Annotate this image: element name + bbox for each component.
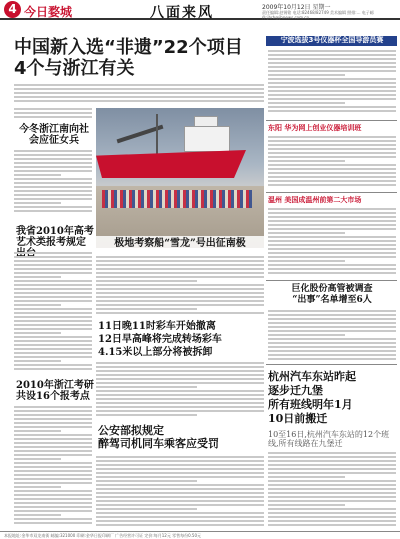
public-security-line2: 醉驾司机同车乘客应受罚 [98,437,219,450]
article-body-float-removal [96,362,264,418]
crowd-shape [102,190,252,208]
sidebar-box2-body [268,136,396,190]
page-number-badge: 4 [4,1,21,18]
article-title-public-security [98,424,264,450]
article-body-art-exam [14,252,92,372]
article-body-postgrad [14,406,92,528]
hangzhou-line2: 逐步迁九堡 [268,384,323,397]
article-body-zhejiang-society [14,150,92,212]
paper-name: 今日婺城 [24,5,73,19]
main-headline-line1: 中国新入选“非遗”22个项目 [14,37,243,58]
article-body-public-security [96,456,264,528]
sidebar-box4-body [268,310,396,364]
sidebar-hangzhou-teaser: 10至16日,杭州汽车东站的12个班线,所有线路在九堡迁 [268,430,390,448]
hangzhou-line4: 10日前搬迁 [268,412,328,425]
sidebar-divider-2 [266,192,397,193]
sidebar-box2-title: 东阳 华为网上创业仪器培训班 [268,124,362,132]
sidebar-box3-title: 温州 美国成温州前第二大市场 [268,196,362,204]
left-column-text [14,108,92,120]
mast-shape [156,114,158,154]
photo-caption: 极地考察船“雪龙”号出征南极 [96,236,264,252]
sidebar-hangzhou-headline [268,370,396,426]
ship-hull-shape [96,150,246,178]
page-footer: 本报地址:金华市双龙南街 邮编:321000 印刷:金华日报印刷厂 广告经营许可证 定价:每月12元 零售每份0.50元 [0,531,400,539]
sidebar-box4-heading [268,284,396,306]
sidebar-box4-subtitle: “出事”名单增至6人 [292,295,372,305]
sidebar-divider-4 [266,364,397,365]
float-removal-line3: 4.15米以上部分将被拆卸 [98,347,213,358]
float-removal-line2: 12日早高峰将完成转场彩车 [98,334,222,345]
news-photo-icebreaker [96,108,264,248]
article-title-zhejiang-society: 今冬浙江南向社会应征女兵 [19,124,89,146]
masthead [0,0,400,20]
ship-superstructure-shape [184,126,230,152]
article-title-float-removal [98,320,264,359]
hangzhou-line1: 杭州汽车东站昨起 [268,370,356,383]
main-headline [14,37,264,79]
sidebar-hangzhou-body [268,452,396,528]
main-headline-line2: 4个与浙江有关 [14,58,135,79]
section-title: 八面来风 [150,5,214,21]
center-body-text [96,256,264,316]
date-line: 2009年10月12日 星期一 [262,4,331,11]
contact-line: 责任编辑:赵锡铭 电话:82468/82749 美术编辑 照排:... 电子邮件:jhrb@jhnews.com.cn [262,10,374,20]
article-title-art-exam: 我省2010年高考艺术类报考规定 [16,226,94,248]
float-removal-line1: 11日晚11时彩车开始撤离 [98,321,216,332]
sidebar-divider-3 [266,280,397,281]
sidebar-box4-title: 巨化股份高管被调查 [291,284,373,294]
sidebar-box1-body [268,50,396,116]
public-security-line1: 公安部拟规定 [98,424,164,437]
sidebar-box1-title: 宁波选拔3号仪器杯全国导游员赛 [280,36,384,44]
sidebar-divider-1 [266,120,397,121]
article-title-postgrad: 2010年浙江考研共设16个报考点 [16,380,94,402]
sidebar-box3-body [268,208,396,278]
headline-body-text [14,84,264,106]
hangzhou-line3: 所有班线明年1月 [268,398,353,411]
